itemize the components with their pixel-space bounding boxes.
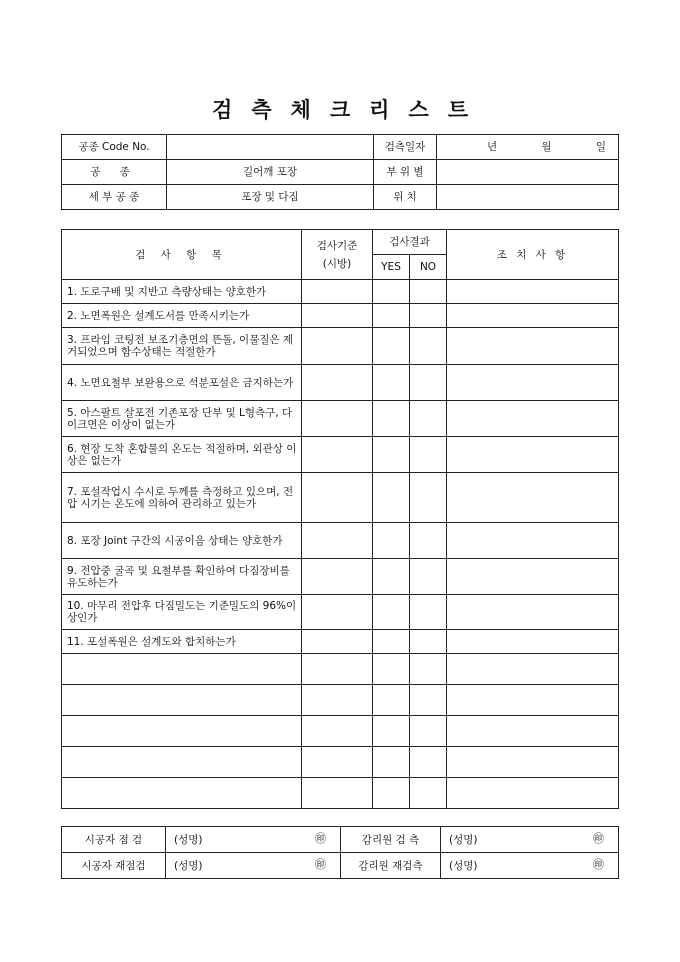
table-row xyxy=(62,559,619,595)
standard-cell[interactable] xyxy=(302,437,373,473)
action-cell[interactable] xyxy=(447,747,619,778)
standard-cell[interactable] xyxy=(302,365,373,401)
no-cell[interactable] xyxy=(410,280,447,304)
seal-icon: ㊞ xyxy=(315,858,326,871)
location-label: 부 위 별 xyxy=(374,160,437,185)
action-column-header: 조 치 사 항 xyxy=(447,230,619,280)
date-month: 월 xyxy=(541,141,552,153)
action-cell[interactable] xyxy=(447,437,619,473)
yes-cell[interactable] xyxy=(373,401,410,437)
no-cell[interactable] xyxy=(410,716,447,747)
check-item: 8. 포장 Joint 구간의 시공이음 상태는 양호한가 xyxy=(62,523,302,559)
contractor-check-label: 시공자 점 검 xyxy=(62,827,166,853)
empty-row xyxy=(62,778,619,809)
standard-cell[interactable] xyxy=(302,473,373,523)
check-item: 3. 프라임 코팅전 보조기층면의 뜬돌, 이물질은 제거되었으며 함수상태는 적절한가 xyxy=(62,328,302,365)
seal-icon: ㊞ xyxy=(593,832,604,845)
no-cell[interactable] xyxy=(410,365,447,401)
check-item: 11. 포설폭원은 설계도와 합치하는가 xyxy=(62,630,302,654)
item-cell[interactable] xyxy=(62,685,302,716)
empty-row xyxy=(62,685,619,716)
result-column-header: 검사결과 xyxy=(373,230,447,255)
table-row xyxy=(62,523,619,559)
item-cell[interactable] xyxy=(62,778,302,809)
supervisor-recheck-signature[interactable] xyxy=(441,853,619,879)
action-cell[interactable] xyxy=(447,473,619,523)
yes-cell[interactable] xyxy=(373,685,410,716)
action-cell[interactable] xyxy=(447,778,619,809)
action-cell[interactable] xyxy=(447,595,619,630)
date-day: 일 xyxy=(595,141,606,153)
date-label: 검측일자 xyxy=(374,135,437,160)
check-item: 4. 노면요철부 보완용으로 석분포설은 금지하는가 xyxy=(62,365,302,401)
standard-cell[interactable] xyxy=(302,280,373,304)
work-type-label: 공 종 xyxy=(62,160,167,185)
standard-column-header xyxy=(302,230,373,280)
detail-label: 세 부 공 종 xyxy=(62,185,167,210)
empty-row xyxy=(62,654,619,685)
standard-cell[interactable] xyxy=(302,716,373,747)
seal-icon: ㊞ xyxy=(593,858,604,871)
yes-cell[interactable] xyxy=(373,747,410,778)
action-cell[interactable] xyxy=(447,365,619,401)
action-cell[interactable] xyxy=(447,654,619,685)
action-cell[interactable] xyxy=(447,523,619,559)
yes-column-header: YES xyxy=(373,255,410,280)
info-table xyxy=(61,134,619,210)
standard-header-line2: (시방) xyxy=(322,257,352,270)
standard-cell[interactable] xyxy=(302,630,373,654)
table-row xyxy=(62,328,619,365)
no-cell[interactable] xyxy=(410,304,447,328)
no-cell[interactable] xyxy=(410,401,447,437)
item-column-header: 검 사 항 목 xyxy=(62,230,302,280)
check-item: 10. 마무리 전압후 다짐밀도는 기준밀도의 96%이상인가 xyxy=(62,595,302,630)
standard-cell[interactable] xyxy=(302,654,373,685)
action-cell[interactable] xyxy=(447,280,619,304)
yes-cell[interactable] xyxy=(373,523,410,559)
name-placeholder: (성명) xyxy=(174,833,203,846)
action-cell[interactable] xyxy=(447,630,619,654)
no-cell[interactable] xyxy=(410,328,447,365)
no-cell[interactable] xyxy=(410,630,447,654)
standard-cell[interactable] xyxy=(302,559,373,595)
yes-cell[interactable] xyxy=(373,716,410,747)
table-row xyxy=(62,401,619,437)
no-cell[interactable] xyxy=(410,685,447,716)
position-field[interactable] xyxy=(437,185,619,210)
table-row xyxy=(62,595,619,630)
seal-icon: ㊞ xyxy=(315,832,326,845)
action-cell[interactable] xyxy=(447,401,619,437)
yes-cell[interactable] xyxy=(373,630,410,654)
empty-row xyxy=(62,747,619,778)
yes-cell[interactable] xyxy=(373,559,410,595)
no-cell[interactable] xyxy=(410,437,447,473)
contractor-check-signature[interactable] xyxy=(166,827,341,853)
name-placeholder: (성명) xyxy=(174,859,203,872)
date-year: 년 xyxy=(487,141,498,153)
supervisor-check-signature[interactable] xyxy=(441,827,619,853)
yes-cell[interactable] xyxy=(373,595,410,630)
standard-header-line1: 검사기준 xyxy=(316,239,358,252)
table-row xyxy=(62,304,619,328)
no-cell[interactable] xyxy=(410,778,447,809)
item-cell[interactable] xyxy=(62,654,302,685)
supervisor-recheck-label: 감리원 재검측 xyxy=(341,853,441,879)
table-row xyxy=(62,437,619,473)
work-code-label: 공종 Code No. xyxy=(62,135,167,160)
check-item: 7. 포설작업시 수시로 두께를 측정하고 있으며, 전압 시기는 온도에 의하여 관리하고 있는가 xyxy=(62,473,302,523)
item-cell[interactable] xyxy=(62,747,302,778)
work-code-field[interactable] xyxy=(167,135,374,160)
standard-cell[interactable] xyxy=(302,747,373,778)
no-cell[interactable] xyxy=(410,595,447,630)
check-item: 5. 아스팔트 살포전 기존포장 단부 및 L형측구, 다이크면은 이상이 없는가 xyxy=(62,401,302,437)
date-field[interactable] xyxy=(437,135,619,160)
no-cell[interactable] xyxy=(410,747,447,778)
checklist-table xyxy=(61,229,619,809)
table-row xyxy=(62,280,619,304)
yes-cell[interactable] xyxy=(373,365,410,401)
yes-cell[interactable] xyxy=(373,473,410,523)
name-placeholder: (성명) xyxy=(449,833,478,846)
empty-row xyxy=(62,716,619,747)
action-cell[interactable] xyxy=(447,328,619,365)
no-column-header: NO xyxy=(410,255,447,280)
standard-cell[interactable] xyxy=(302,304,373,328)
action-cell[interactable] xyxy=(447,716,619,747)
yes-cell[interactable] xyxy=(373,437,410,473)
standard-cell[interactable] xyxy=(302,328,373,365)
no-cell[interactable] xyxy=(410,523,447,559)
yes-cell[interactable] xyxy=(373,654,410,685)
action-cell[interactable] xyxy=(447,304,619,328)
yes-cell[interactable] xyxy=(373,304,410,328)
location-field[interactable] xyxy=(437,160,619,185)
standard-cell[interactable] xyxy=(302,778,373,809)
detail-field[interactable]: 포장 및 다짐 xyxy=(167,185,374,210)
table-row xyxy=(62,630,619,654)
page-title: 검측체크리스트 xyxy=(211,97,487,122)
contractor-recheck-signature[interactable] xyxy=(166,853,341,879)
work-type-field[interactable]: 길어깨 포장 xyxy=(167,160,374,185)
check-item: 6. 현장 도착 혼합물의 온도는 적절하며, 외관상 이상은 없는가 xyxy=(62,437,302,473)
yes-cell[interactable] xyxy=(373,328,410,365)
signature-table xyxy=(61,826,619,879)
standard-cell[interactable] xyxy=(302,523,373,559)
check-item: 1. 도로구배 및 지반고 측량상태는 양호한가 xyxy=(62,280,302,304)
no-cell[interactable] xyxy=(410,654,447,685)
position-label: 위 치 xyxy=(374,185,437,210)
check-item: 2. 노면폭원은 설계도서를 만족시키는가 xyxy=(62,304,302,328)
name-placeholder: (성명) xyxy=(449,859,478,872)
table-row xyxy=(62,365,619,401)
yes-cell[interactable] xyxy=(373,778,410,809)
table-row xyxy=(62,473,619,523)
action-cell[interactable] xyxy=(447,559,619,595)
no-cell[interactable] xyxy=(410,473,447,523)
standard-cell[interactable] xyxy=(302,685,373,716)
yes-cell[interactable] xyxy=(373,280,410,304)
standard-cell[interactable] xyxy=(302,595,373,630)
check-item: 9. 전압중 굴곡 및 요철부를 확인하여 다짐장비를 유도하는가 xyxy=(62,559,302,595)
action-cell[interactable] xyxy=(447,685,619,716)
contractor-recheck-label: 시공자 재점검 xyxy=(62,853,166,879)
no-cell[interactable] xyxy=(410,559,447,595)
supervisor-check-label: 감리원 검 측 xyxy=(341,827,441,853)
item-cell[interactable] xyxy=(62,716,302,747)
standard-cell[interactable] xyxy=(302,401,373,437)
